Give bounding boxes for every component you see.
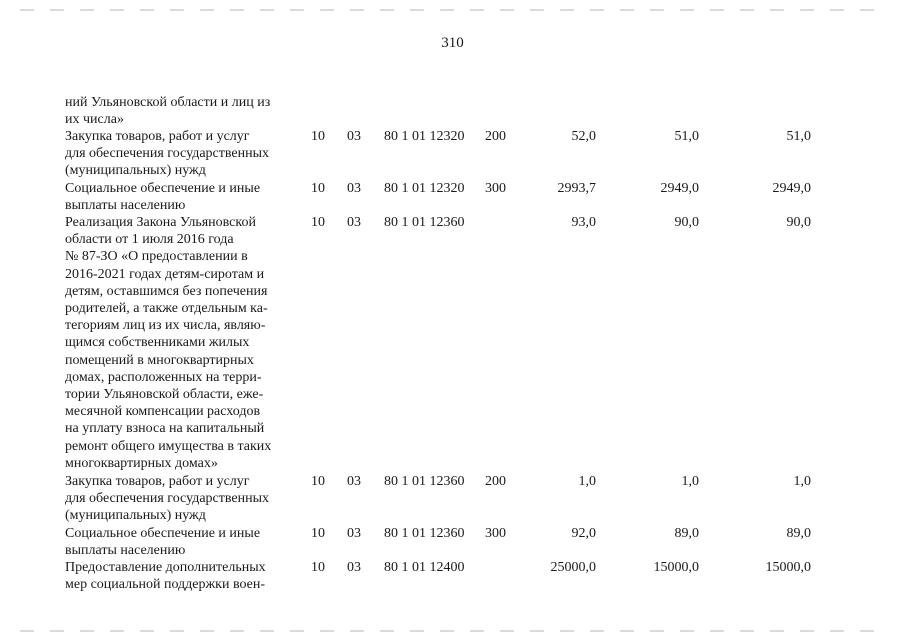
amount-year-1: 52,0 [571, 129, 596, 144]
target-article-code: 80 1 01 12400 [384, 560, 465, 575]
amount-year-3: 51,0 [786, 129, 811, 144]
row-description [65, 559, 294, 593]
expense-type-code: 300 [485, 526, 506, 541]
text-line: (муниципальных) нужд [65, 508, 206, 524]
text-line: Закупка товаров, работ и услуг [65, 129, 250, 144]
section-code: 10 [311, 215, 325, 230]
text-line: Социальное обеспечение и иные [65, 181, 261, 196]
amount-year-3: 89,0 [786, 526, 811, 541]
subsection-code: 03 [347, 181, 361, 196]
target-article-code: 80 1 01 12360 [384, 215, 465, 230]
subsection-code: 03 [347, 474, 361, 489]
amount-year-1: 25000,0 [550, 560, 596, 575]
subsection-code: 03 [347, 526, 361, 541]
expense-type-code: 300 [485, 181, 506, 196]
text-line: многоквартирных домах» [65, 455, 218, 471]
target-article-code: 80 1 01 12360 [384, 526, 465, 541]
text-line: выплаты населению [65, 198, 186, 214]
text-line: помещений в многоквартирных [65, 352, 254, 368]
text-line: (муниципальных) нужд [65, 163, 206, 179]
text-line: Закупка товаров, работ и услуг [65, 474, 250, 489]
subsection-code: 03 [347, 129, 361, 144]
row-description [65, 473, 294, 525]
text-line: ремонт общего имущества в таких [65, 438, 272, 454]
row-description [65, 525, 294, 559]
section-code: 10 [311, 129, 325, 144]
text-line: их числа» [65, 112, 124, 128]
text-line: Реализация Закона Ульяновской [65, 215, 256, 230]
amount-year-2: 90,0 [674, 215, 699, 230]
amount-year-3: 1,0 [793, 474, 811, 489]
row-description [65, 128, 294, 180]
amount-year-3: 2949,0 [772, 181, 811, 196]
text-line: месячной компенсации расходов [65, 404, 261, 420]
text-line: мер социальной поддержки воен- [65, 577, 266, 593]
section-code: 10 [311, 526, 325, 541]
text-line: на уплату взноса на капитальный [65, 421, 265, 437]
amount-year-1: 2993,7 [557, 181, 596, 196]
expense-type-code: 200 [485, 129, 506, 144]
text-line: ний Ульяновской области и лиц из [65, 95, 271, 110]
section-code: 10 [311, 181, 325, 196]
text-line: родителей, а также отдельным ка- [65, 301, 268, 317]
amount-year-1: 92,0 [571, 526, 596, 541]
text-line: № 87-ЗО «О предоставлении в [65, 249, 248, 265]
amount-year-1: 93,0 [571, 215, 596, 230]
scan-artifact-top [20, 9, 880, 11]
target-article-code: 80 1 01 12320 [384, 181, 465, 196]
target-article-code: 80 1 01 12320 [384, 129, 465, 144]
text-line: тории Ульяновской области, еже- [65, 387, 264, 403]
text-line: 2016-2021 годах детям-сиротам и [65, 266, 265, 282]
target-article-code: 80 1 01 12360 [384, 474, 465, 489]
text-line: выплаты населению [65, 543, 186, 559]
scan-artifact-bottom [20, 630, 880, 632]
text-line: Предоставление дополнительных [65, 560, 266, 575]
expense-type-code: 200 [485, 474, 506, 489]
subsection-code: 03 [347, 560, 361, 575]
amount-year-2: 89,0 [674, 526, 699, 541]
amount-year-1: 1,0 [578, 474, 596, 489]
amount-year-2: 2949,0 [660, 181, 699, 196]
row-description [65, 180, 294, 214]
text-line: домах, расположенных на терри- [65, 369, 262, 385]
amount-year-3: 15000,0 [765, 560, 811, 575]
section-code: 10 [311, 474, 325, 489]
amount-year-2: 15000,0 [653, 560, 699, 575]
section-code: 10 [311, 560, 325, 575]
text-line: для обеспечения государственных [65, 491, 269, 507]
page-number: 310 [441, 35, 464, 51]
subsection-code: 03 [347, 215, 361, 230]
text-line: тегориям лиц из их числа, являю- [65, 318, 266, 334]
text-line: для обеспечения государственных [65, 146, 269, 162]
amount-year-3: 90,0 [786, 215, 811, 230]
text-line: области от 1 июля 2016 года [65, 232, 234, 248]
amount-year-2: 51,0 [674, 129, 699, 144]
row-description [65, 214, 294, 472]
text-line: детям, оставшимся без попечения [65, 283, 268, 299]
text-line: Социальное обеспечение и иные [65, 526, 261, 541]
continuation-text [65, 94, 294, 128]
amount-year-2: 1,0 [681, 474, 699, 489]
text-line: щимся собственниками жилых [65, 335, 250, 351]
